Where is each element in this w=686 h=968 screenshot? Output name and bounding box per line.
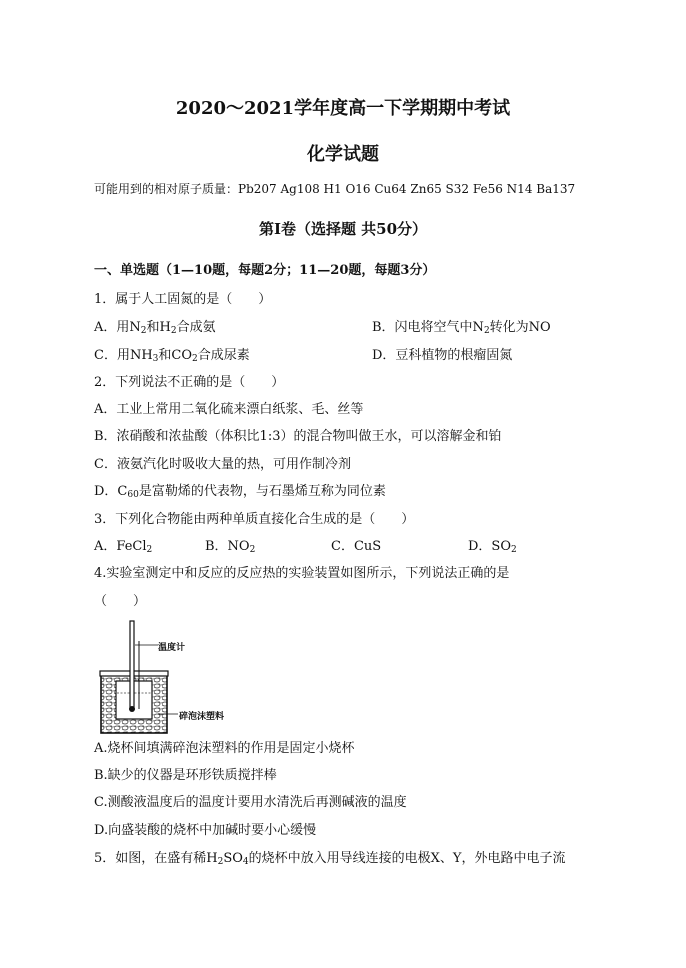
q5-stem: 5．如图，在盛有稀$H_2SO_4$的烧杯中放入用导线连接的电极X、Y，外电路中电子流 [94, 851, 566, 867]
q3-option-c: C．CuS [331, 539, 382, 554]
q3-stem: 3．下列化合物能由两种单质直接化合生成的是（ ） [94, 512, 415, 527]
q2-option-d: D．$C_{60}$是富勒烯的代表物，与石墨烯互称为同位素 [94, 484, 386, 500]
part-title: 第Ⅰ卷（选择题 共50分） [258, 220, 428, 238]
q3-option-a: A．FeCl$_2$ [94, 539, 153, 555]
q4-option-d: D.向盛装酸的烧杯中加碱时要小心缓慢 [94, 823, 317, 838]
q3-option-d: D．$SO_2$ [468, 539, 517, 555]
q2-option-b: B．浓硝酸和浓盐酸（体积比1:3）的混合物叫做王水，可以溶解金和铂 [94, 429, 502, 444]
q4-stem: 4.实验室测定中和反应的反应热的实验装置如图所示，下列说法正确的是 [94, 566, 510, 581]
q1-option-d: D．豆科植物的根瘤固氮 [372, 348, 513, 363]
exam-subtitle: 化学试题 [307, 144, 379, 165]
q2-option-c: C．液氨汽化时吸收大量的热，可用作制冷剂 [94, 457, 351, 472]
q4-option-a: A.烧杯间填满碎泡沫塑料的作用是固定小烧杯 [94, 741, 355, 756]
q4-option-b: B.缺少的仪器是环形铁质搅拌棒 [94, 768, 277, 783]
q1-option-a: A．用$N_2$和$H_2$合成氨 [94, 320, 216, 336]
calorimeter-figure [98, 617, 278, 735]
atomic-masses: 可能用到的相对原子质量：Pb207 Ag108 H1 O16 Cu64 Zn65 S32 Fe56 N14 Ba137 [94, 182, 576, 196]
q4-option-c: C.测酸液温度后的温度计要用水清洗后再测碱液的温度 [94, 795, 407, 810]
q2-option-a: A．工业上常用二氧化硫来漂白纸浆、毛、丝等 [94, 402, 364, 417]
q4-paren: （ ） [94, 594, 147, 609]
q2-stem: 2．下列说法不正确的是（ ） [94, 375, 285, 390]
section-heading: 一、单选题（1—10题，每题2分；11—20题，每题3分） [94, 263, 436, 278]
q1-stem: 1．属于人工固氮的是（ ） [94, 292, 272, 307]
q1-option-b: B．闪电将空气中$N_2$转化为NO [372, 320, 551, 336]
q1-option-c: C．用$NH_3$和$CO_2$合成尿素 [94, 348, 250, 364]
q3-option-b: B．$NO_2$ [205, 539, 256, 555]
thermometer-label: 温度计 [158, 643, 186, 653]
foam-label: 碎泡沫塑料 [179, 712, 225, 722]
exam-title: 2020～2021学年度高一下学期期中考试 [175, 98, 511, 119]
